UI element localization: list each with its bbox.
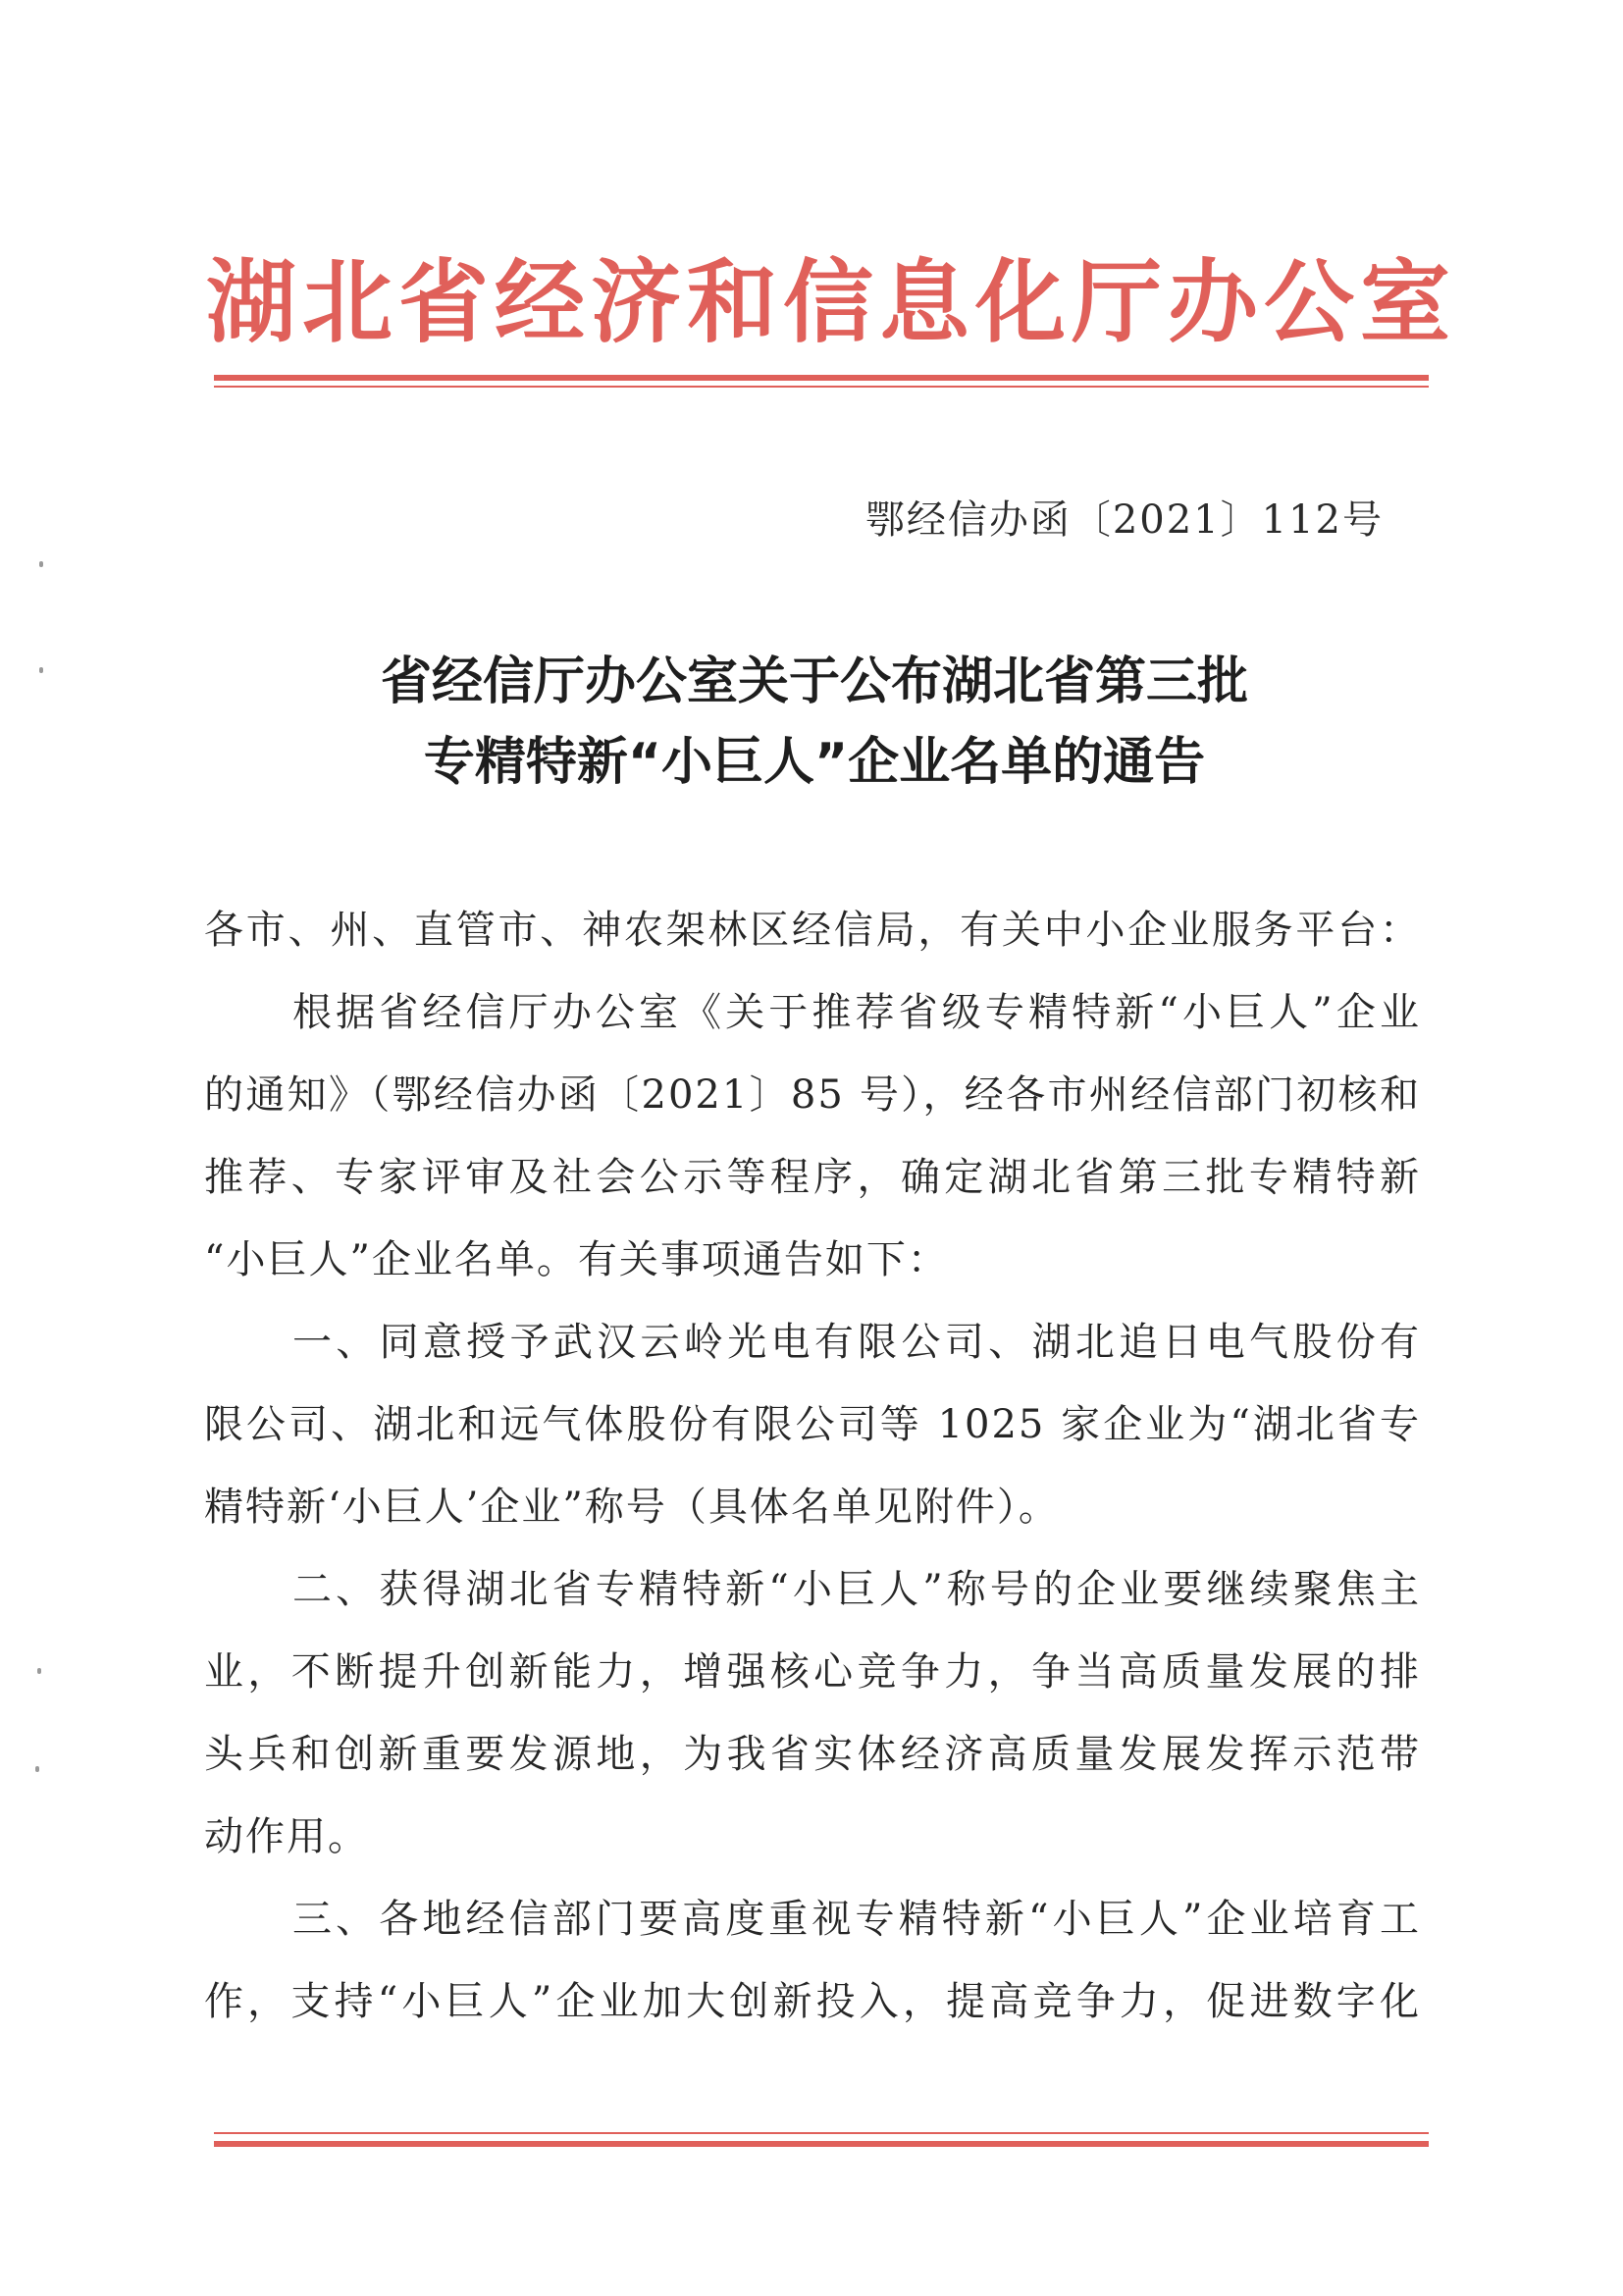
footer-rule-thick <box>214 2141 1429 2147</box>
body-line: 业，不断提升创新能力，增强核心竞争力，争当高质量发展的排 <box>204 1649 1421 1695</box>
letterhead-rule-thin <box>214 386 1429 388</box>
body-line: 头兵和创新重要发源地，为我省实体经济高质量发展发挥示范带 <box>204 1732 1421 1777</box>
scan-speck <box>37 1668 41 1674</box>
body-line: 一、同意授予武汉云岭光电有限公司、湖北追日电气股份有 <box>292 1320 1421 1365</box>
body-line: 二、获得湖北省专精特新“小巨人”称号的企业要继续聚焦主 <box>292 1567 1421 1612</box>
letterhead-title: 湖北省经济和信息化厅办公室 <box>206 249 1457 355</box>
body-line: 三、各地经信部门要高度重视专精特新“小巨人”企业培育工 <box>292 1897 1421 1942</box>
document-title-line-1: 省经信厅办公室关于公布湖北省第三批 <box>380 652 1248 711</box>
salutation: 各市、州、直管市、神农架林区经信局，有关中小企业服务平台： <box>204 908 1421 953</box>
body-line: 精特新‘小巨人’企业”称号（具体名单见附件）。 <box>204 1485 1060 1530</box>
body-line: 的通知》（鄂经信办函〔2021〕85 号），经各市州经信部门初核和 <box>204 1072 1421 1118</box>
scan-speck <box>39 667 43 673</box>
body-line: 根据省经信厅办公室《关于推荐省级专精特新“小巨人”企业 <box>292 990 1421 1035</box>
body-line: 推荐、专家评审及社会公示等程序，确定湖北省第三批专精特新 <box>204 1155 1421 1200</box>
document-title-line-2: 专精特新“小巨人”企业名单的通告 <box>423 733 1206 792</box>
body-line: 作，支持“小巨人”企业加大创新投入，提高竞争力，促进数字化 <box>204 1979 1421 2024</box>
footer-rule-thin <box>214 2132 1429 2134</box>
scan-speck <box>35 1766 39 1772</box>
letterhead-rule-thick <box>214 375 1429 381</box>
body-line: “小巨人”企业名单。有关事项通告如下： <box>204 1237 949 1282</box>
document-number: 鄂经信办函〔2021〕112号 <box>864 497 1384 543</box>
body-line: 限公司、湖北和远气体股份有限公司等 1025 家企业为“湖北省专 <box>204 1402 1421 1447</box>
body-line: 动作用。 <box>204 1814 369 1859</box>
scan-speck <box>39 561 43 567</box>
